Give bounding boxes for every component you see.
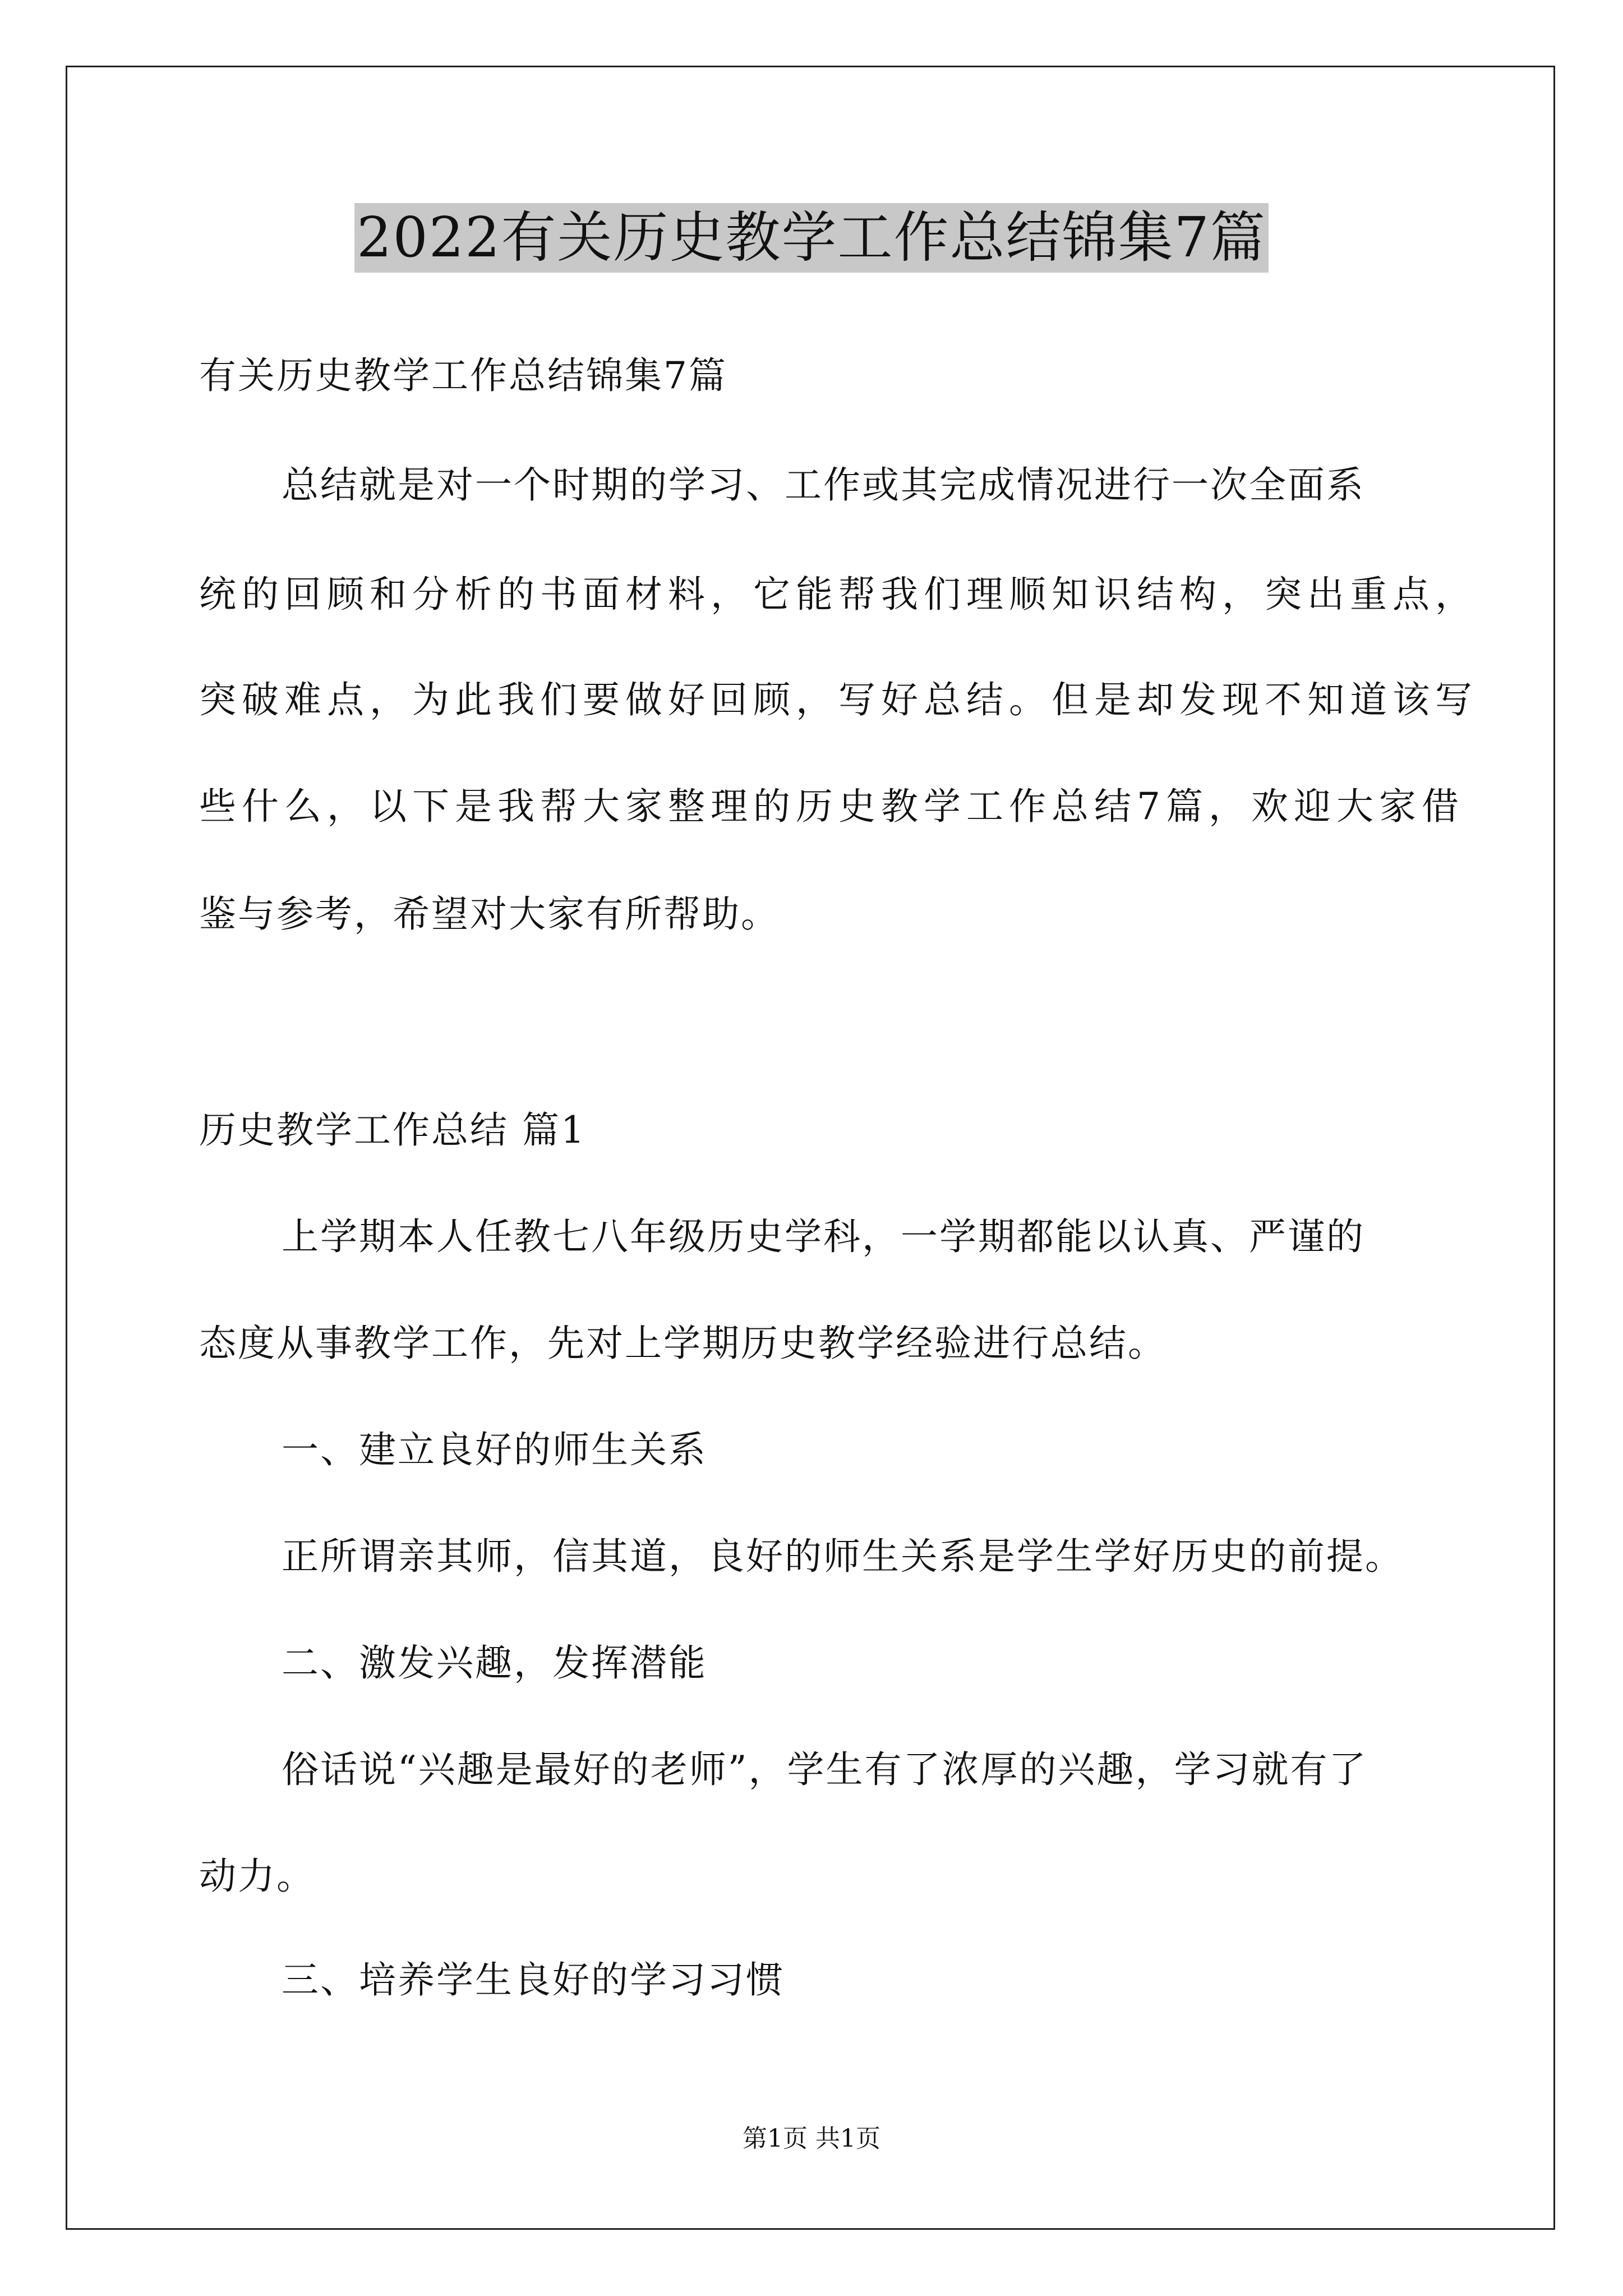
body-line: 三、培养学生良好的学习习惯 xyxy=(282,1958,785,2001)
intro-line: 突破难点，为此我们要做好回顾，写好总结。但是却发现不知道该写 xyxy=(199,678,1478,721)
document-title: 2022有关历史教学工作总结锦集7篇 xyxy=(354,203,1269,273)
body-line: 一、建立良好的师生关系 xyxy=(282,1428,707,1471)
body-line: 正所谓亲其师，信其道，良好的师生关系是学生学好历史的前提。 xyxy=(282,1535,1404,1578)
intro-line: 鉴与参考，希望对大家有所帮助。 xyxy=(199,892,780,936)
document-subtitle: 有关历史教学工作总结锦集7篇 xyxy=(199,354,727,397)
body-line: 二、激发兴趣，发挥潜能 xyxy=(282,1641,707,1685)
body-line: 俗话说“兴趣是最好的老师”，学生有了浓厚的兴趣，学习就有了 xyxy=(282,1748,1368,1791)
body-line: 上学期本人任教七八年级历史学科，一学期都能以认真、严谨的 xyxy=(282,1215,1365,1258)
title-container xyxy=(0,203,1623,273)
page-footer: 第1页 共1页 xyxy=(743,2124,880,2153)
intro-line: 些什么，以下是我帮大家整理的历史教学工作总结7篇，欢迎大家借 xyxy=(199,785,1464,828)
intro-line: 统的回顾和分析的书面材料，它能帮我们理顺知识结构，突出重点， xyxy=(199,573,1478,616)
body-line: 动力。 xyxy=(199,1855,315,1898)
section-heading: 历史教学工作总结 篇1 xyxy=(199,1108,586,1152)
intro-line: 总结就是对一个时期的学习、工作或其完成情况进行一次全面系 xyxy=(282,463,1365,507)
body-line: 态度从事教学工作，先对上学期历史教学经验进行总结。 xyxy=(199,1322,1166,1365)
